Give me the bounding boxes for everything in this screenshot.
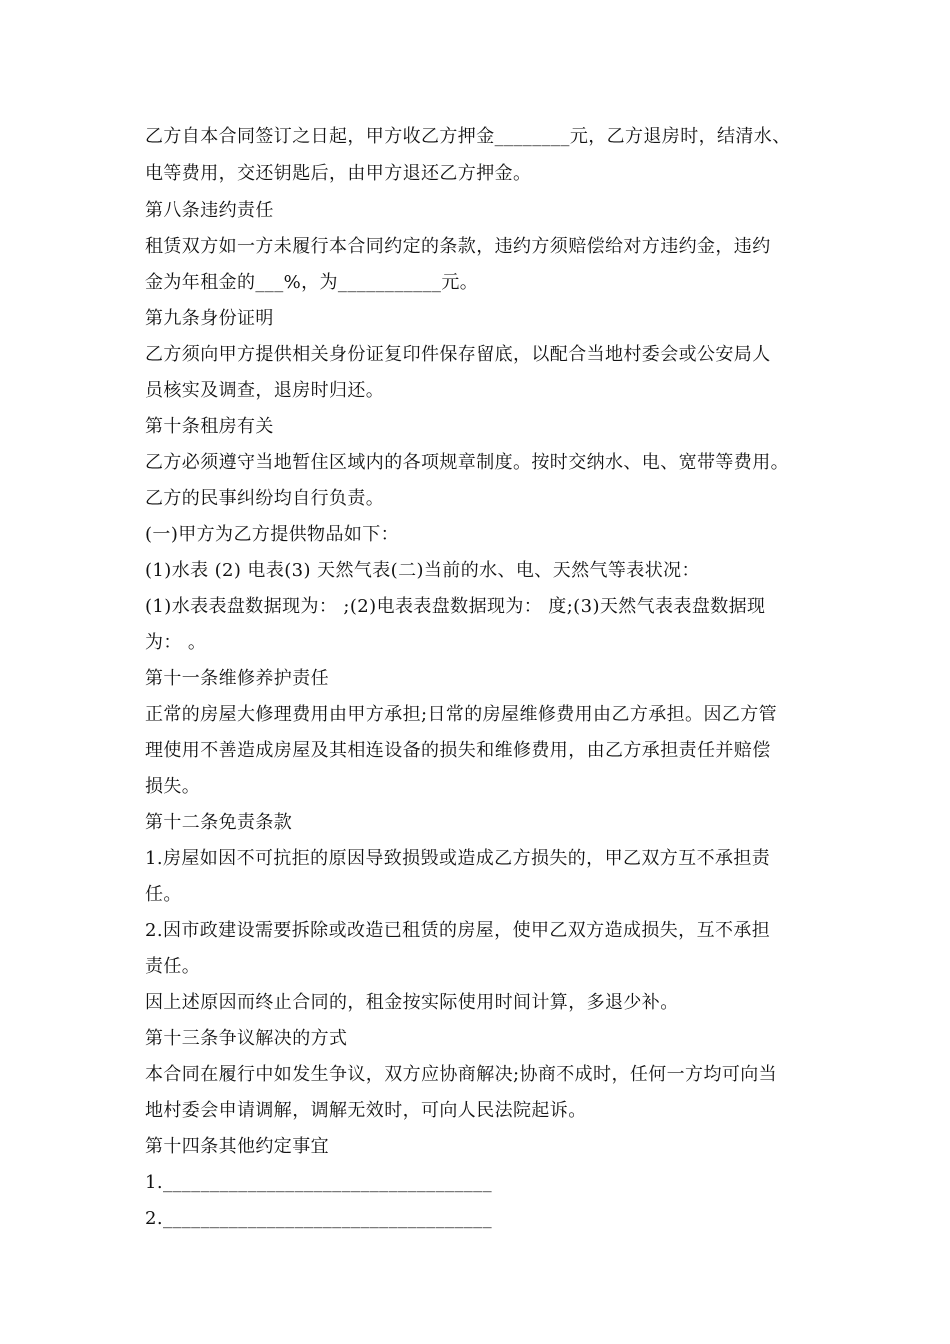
text-line: 乙方的民事纠纷均自行负责。 xyxy=(145,488,385,509)
text-line: 损失。 xyxy=(145,776,201,797)
text-line: 乙方必须遵守当地暂住区域内的各项规章制度。按时交纳水、电、宽带等费用。 xyxy=(145,452,789,473)
section-heading: 第十二条免责条款 xyxy=(145,812,293,833)
text-line: 乙方须向甲方提供相关身份证复印件保存留底，以配合当地村委会或公安局人 xyxy=(145,344,771,365)
text-line: 金为年租金的___%，为___________元。 xyxy=(145,272,479,293)
text-line: 2.因市政建设需要拆除或改造已租赁的房屋，使甲乙双方造成损失，互不承担 xyxy=(145,920,771,941)
section-heading: 第九条身份证明 xyxy=(145,308,274,329)
text-line: 理使用不善造成房屋及其相连设备的损失和维修费用，由乙方承担责任并赔偿 xyxy=(145,740,771,761)
section-heading: 第十四条其他约定事宜 xyxy=(145,1136,329,1157)
section-heading: 第十条租房有关 xyxy=(145,416,274,437)
text-line: (一)甲方为乙方提供物品如下： xyxy=(145,524,400,545)
section-heading: 第八条违约责任 xyxy=(145,200,274,221)
text-line: 责任。 xyxy=(145,956,201,977)
text-line: 因上述原因而终止合同的，租金按实际使用时间计算，多退少补。 xyxy=(145,992,679,1013)
text-line: 任。 xyxy=(145,884,182,905)
text-line: 2.___________________________________ xyxy=(145,1208,492,1229)
text-line: 地村委会申请调解，调解无效时，可向人民法院起诉。 xyxy=(145,1100,587,1121)
text-line: 乙方自本合同签订之日起，甲方收乙方押金________元，乙方退房时，结清水、 xyxy=(145,126,791,147)
text-line: 为： 。 xyxy=(145,632,207,653)
text-line: 1.___________________________________ xyxy=(145,1172,492,1193)
text-line: 正常的房屋大修理费用由甲方承担;日常的房屋维修费用由乙方承担。因乙方管 xyxy=(145,704,778,725)
text-line: 电等费用，交还钥匙后，由甲方退还乙方押金。 xyxy=(145,163,532,184)
text-line: 1.房屋如因不可抗拒的原因导致损毁或造成乙方损失的，甲乙双方互不承担责 xyxy=(145,848,771,869)
text-line: 租赁双方如一方未履行本合同约定的条款，违约方须赔偿给对方违约金，违约 xyxy=(145,236,771,257)
section-heading: 第十三条争议解决的方式 xyxy=(145,1028,348,1049)
text-line: 员核实及调查，退房时归还。 xyxy=(145,380,385,401)
text-line: (1)水表 (2) 电表(3) 天然气表(二)当前的水、电、天然气等表状况： xyxy=(145,560,700,581)
text-line: 本合同在履行中如发生争议，双方应协商解决;协商不成时，任何一方均可向当 xyxy=(145,1064,778,1085)
section-heading: 第十一条维修养护责任 xyxy=(145,668,329,689)
text-line: (1)水表表盘数据现为： ;(2)电表表盘数据现为： 度;(3)天然气表表盘数据现 xyxy=(145,596,766,617)
